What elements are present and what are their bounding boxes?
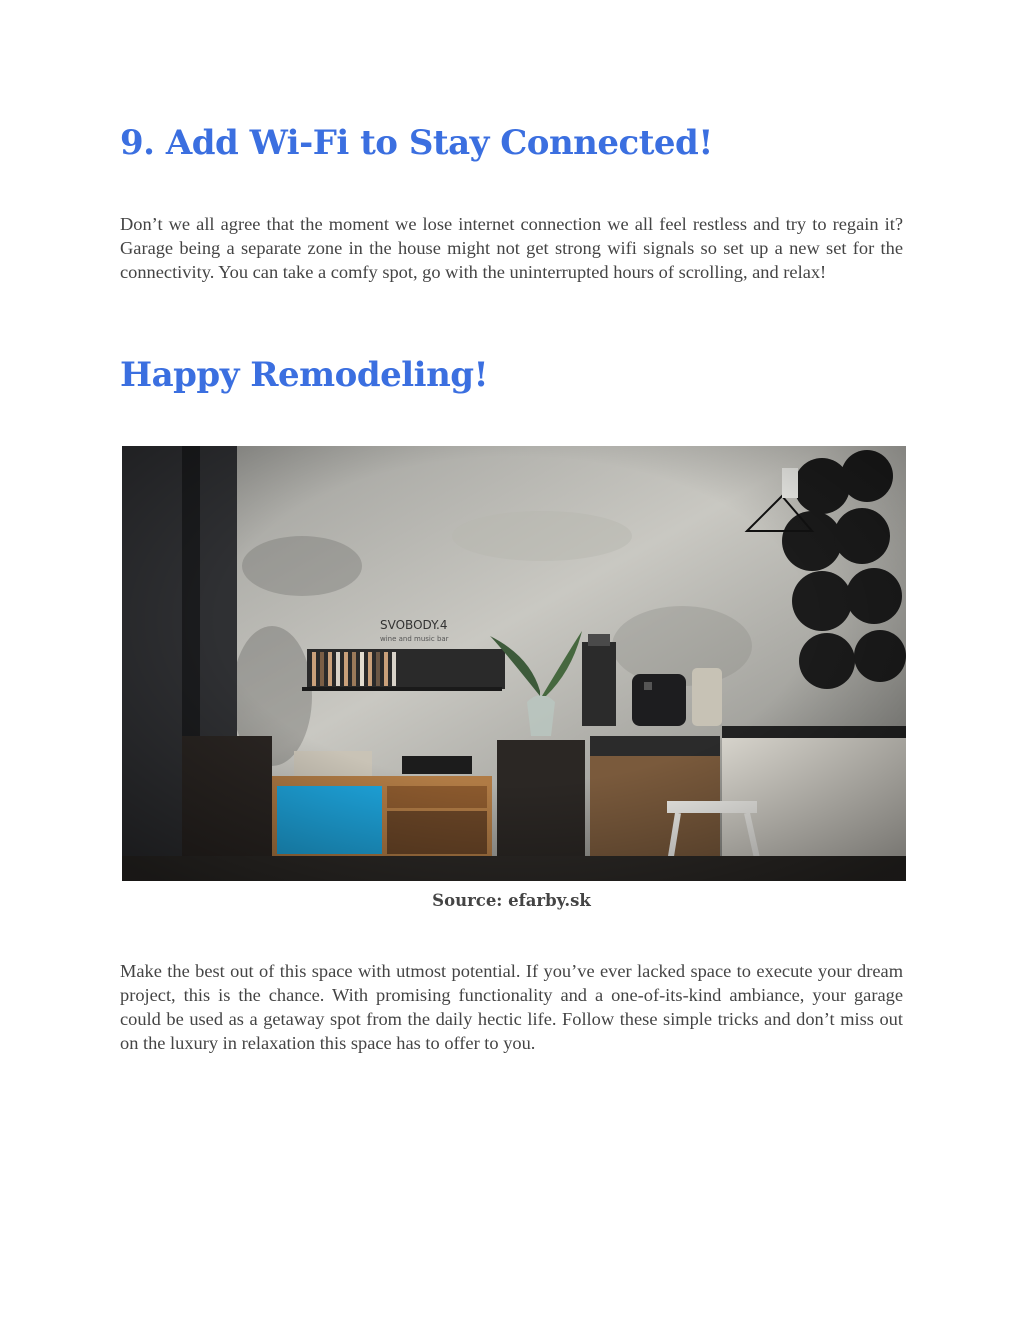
wifi-paragraph: Don’t we all agree that the moment we lose internet connection we all feel restless and try to regain it? Garage being a separate zone in the house might not get strong wifi signals so set up a new set for the connectivity. You can take a comfy spot, go with the uninterrupted hours of scrolling, and relax! (120, 214, 903, 282)
garage-lounge-photo (122, 446, 906, 881)
closing-paragraph: Make the best out of this space with utmost potential. If you’ve ever lacked space to execute your dream project, this is the chance. With promising functionality and a one-of-its-kind ambiance, your garage could be used as a getaway spot from the daily hectic life. Follow these simple tricks and don’t miss out on the luxury in relaxation this space has to offer to you. (120, 961, 903, 1053)
photo-illustration (122, 446, 906, 881)
section-heading: 9. Add Wi-Fi to Stay Connected! (120, 123, 713, 163)
closing-heading: Happy Remodeling! (120, 355, 488, 395)
image-caption: Source: efarby.sk (432, 891, 591, 910)
